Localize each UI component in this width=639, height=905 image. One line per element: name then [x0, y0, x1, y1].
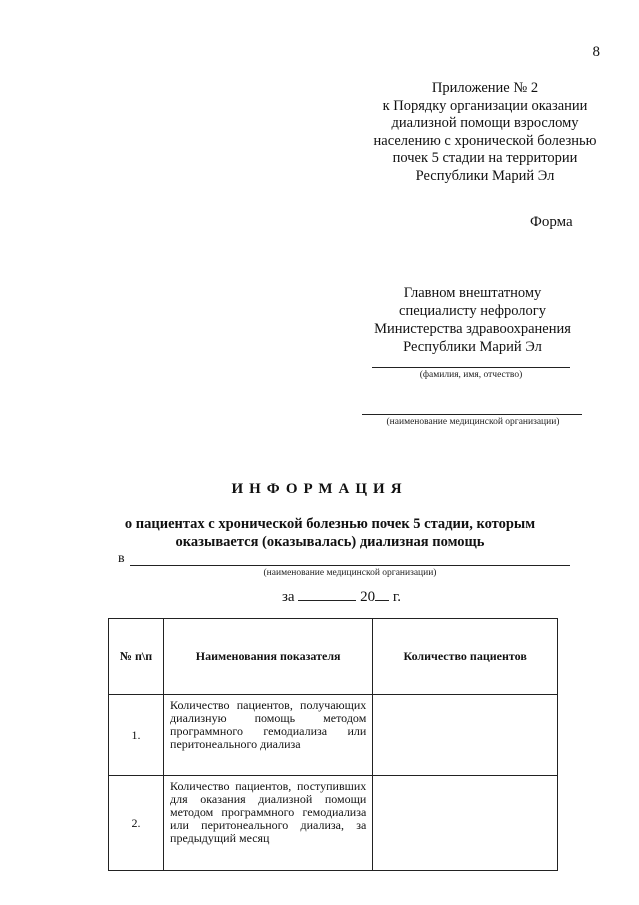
appendix-line: к Порядку организации оказании [382, 97, 588, 114]
document-subtitle [100, 515, 560, 551]
row-num: 2. [109, 776, 164, 871]
period-suffix: г. [392, 589, 402, 605]
appendix-line: диализной помощи взрослому [391, 115, 579, 131]
appendix-line: Республики Марий Эл [415, 167, 555, 184]
table-header-row [109, 619, 558, 695]
in-org-blank-line [130, 565, 570, 566]
org-caption: (наименование медицинской организации) [386, 417, 560, 427]
addressee-block [350, 284, 595, 356]
addressee-line: Главном внештатному [403, 285, 542, 301]
period-blank [298, 586, 356, 601]
appendix-line: Приложение № 2 [431, 80, 539, 96]
period-year-prefix: 20 [360, 589, 376, 605]
page-number: 8 [592, 44, 600, 60]
row-patient-count [373, 695, 558, 776]
addressee-line: Республики Марий Эл [403, 339, 542, 355]
reporting-period [282, 586, 401, 606]
table-row [109, 695, 558, 776]
subtitle-line: оказывается (оказывалась) диализная помощь [175, 534, 485, 550]
appendix-line: населению с хронической болезнью [373, 132, 597, 149]
row-indicator-name: Количество пациентов, поступивших для оказания диализной помощи методом программного гемодиализа или перитонеального диализа, за предыдущий месяц [164, 776, 373, 871]
appendix-line: почек 5 стадии на территории [392, 150, 578, 166]
fio-blank-line [372, 367, 570, 368]
document-title: ИНФОРМАЦИЯ [231, 481, 408, 497]
in-org-prefix: в [118, 551, 125, 566]
header-indicator-name: Наименования показателя [164, 619, 373, 695]
period-prefix: за [282, 589, 295, 605]
indicators-table [108, 618, 558, 871]
table-row [109, 776, 558, 871]
form-label: Форма [530, 214, 573, 230]
header-patient-count: Количество пациентов [373, 619, 558, 695]
period-year-blank [375, 586, 389, 601]
in-org-caption: (наименование медицинской организации) [263, 568, 437, 578]
header-num: № п\п [109, 619, 164, 695]
appendix-heading [350, 80, 620, 185]
fio-caption: (фамилия, имя, отчество) [419, 370, 523, 380]
row-patient-count [373, 776, 558, 871]
org-blank-line [362, 414, 582, 415]
row-num: 1. [109, 695, 164, 776]
row-indicator-name: Количество пациентов, получающих диализную помощь методом программного гемодиализа или перитонеального диализа [164, 695, 373, 776]
addressee-line: специалисту нефрологу [399, 303, 546, 319]
subtitle-line: о пациентах с хронической болезнью почек 5 стадии, которым [124, 516, 536, 532]
addressee-line: Министерства здравоохранения [374, 321, 571, 337]
